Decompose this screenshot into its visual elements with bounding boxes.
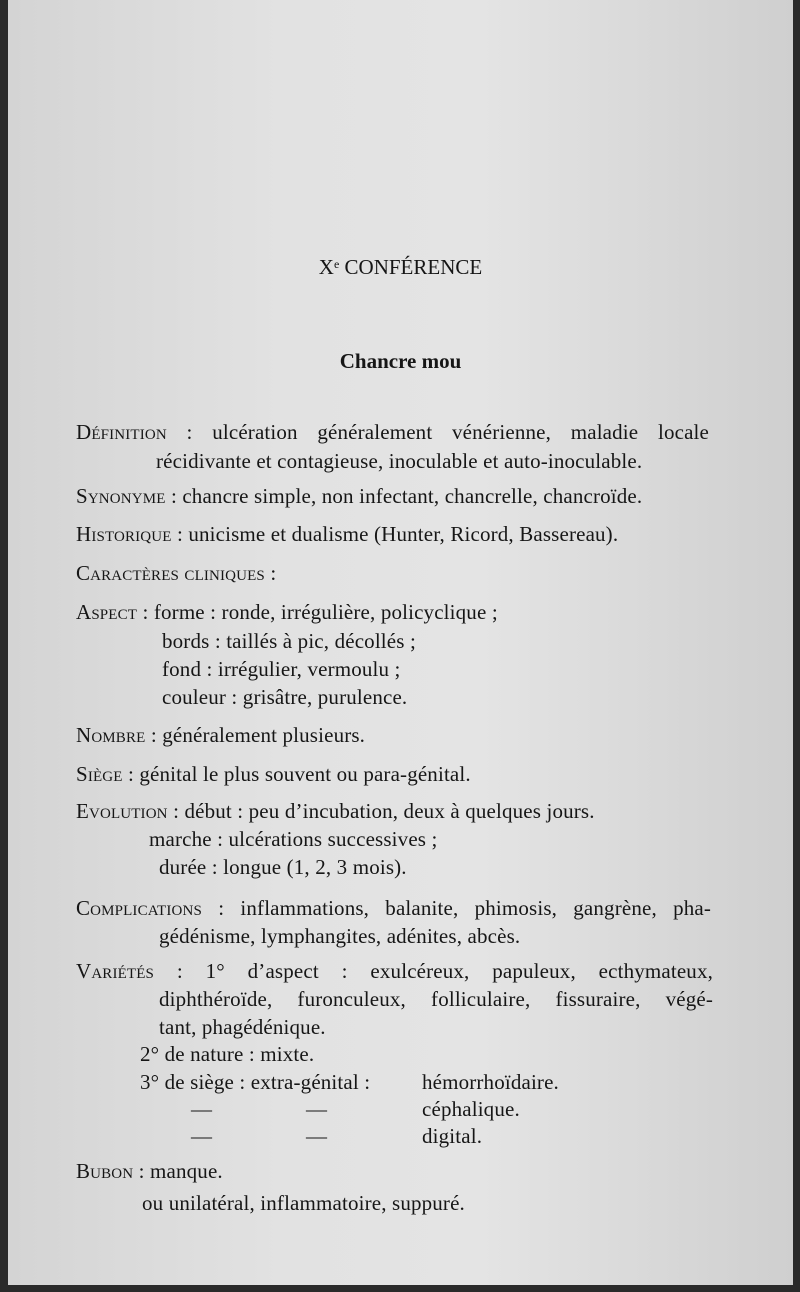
varietes-line-1	[76, 959, 713, 983]
aspect-label: Aspect	[76, 600, 138, 624]
varietes-line-5b: hémorrhoïdaire.	[422, 1070, 559, 1094]
book-page	[8, 0, 793, 1285]
complications-line-1	[76, 896, 711, 920]
bubon-text-1: : manque.	[133, 1159, 223, 1183]
evolution-line-2: marche : ulcérations successives ;	[149, 827, 438, 851]
varietes-line-3: tant, phagédénique.	[159, 1015, 326, 1039]
varietes-dash-1: —	[191, 1097, 213, 1121]
definition-line-2: récidivante et contagieuse, inoculable et auto-inoculable.	[156, 449, 643, 473]
nombre-label: Nombre	[76, 723, 146, 747]
definition-line-1	[76, 420, 709, 444]
historique-text: : unicisme et dualisme (Hunter, Ricord, Bassereau).	[171, 522, 619, 546]
synonyme-text: : chancre simple, non infectant, chancrelle, chancroïde.	[165, 484, 643, 508]
siege-line	[76, 762, 471, 786]
synonyme-label: Synonyme	[76, 484, 166, 508]
title-superscript: e	[333, 257, 340, 271]
evolution-label: Evolution	[76, 799, 168, 823]
aspect-line-3: fond : irrégulier, vermoulu ;	[162, 657, 401, 681]
varietes-text-1: : 1° d’aspect : exulcéreux, papuleux, ecthymateux,	[154, 959, 713, 983]
varietes-label: Variétés	[76, 959, 155, 983]
evolution-line-3: durée : longue (1, 2, 3 mois).	[159, 855, 407, 879]
title-prefix: X	[318, 255, 334, 279]
caracteres-line	[76, 561, 276, 585]
evolution-line-1	[76, 799, 595, 823]
evolution-text-1: : début : peu d’incubation, deux à quelques jours.	[167, 799, 595, 823]
page-title	[8, 255, 793, 280]
caracteres-label: Caractères cliniques	[76, 561, 265, 585]
complications-line-2: gédénisme, lymphangites, adénites, abcès.	[159, 924, 521, 948]
varietes-line-2: diphthéroïde, furonculeux, folliculaire, fissuraire, végé-	[159, 987, 713, 1011]
nombre-line	[76, 723, 365, 747]
siege-label: Siège	[76, 762, 123, 786]
caracteres-text: :	[264, 561, 277, 585]
varietes-dash-2: —	[306, 1097, 328, 1121]
title-word: CONFÉRENCE	[344, 255, 483, 279]
definition-text-1: : ulcération généralement vénérienne, maladie locale	[166, 420, 709, 444]
page-subtitle: Chancre mou	[339, 349, 462, 373]
varietes-dash-3: —	[191, 1124, 213, 1148]
varietes-dash-4: —	[306, 1124, 328, 1148]
historique-line	[76, 522, 618, 546]
aspect-text-1: : forme : ronde, irrégulière, policyclique ;	[137, 600, 498, 624]
complications-label: Complications	[76, 896, 202, 920]
synonyme-line	[76, 484, 642, 508]
bubon-line-2: ou unilatéral, inflammatoire, suppuré.	[142, 1191, 465, 1215]
aspect-line-2: bords : taillés à pic, décollés ;	[162, 629, 416, 653]
varietes-line-5a: 3° de siège : extra-génital :	[140, 1070, 376, 1094]
complications-text-1: : inflammations, balanite, phimosis, gangrène, pha-	[201, 896, 711, 920]
varietes-line-7b: digital.	[422, 1124, 483, 1148]
varietes-line-4: 2° de nature : mixte.	[140, 1042, 315, 1066]
varietes-line-6b: céphalique.	[422, 1097, 520, 1121]
nombre-text: : généralement plusieurs.	[145, 723, 366, 747]
siege-text: : génital le plus souvent ou para-génital.	[122, 762, 471, 786]
bubon-line-1	[76, 1159, 223, 1183]
definition-label: Définition	[76, 420, 167, 444]
aspect-line-1	[76, 600, 498, 624]
aspect-line-4: couleur : grisâtre, purulence.	[162, 685, 408, 709]
historique-label: Historique	[76, 522, 172, 546]
bubon-label: Bubon	[76, 1159, 134, 1183]
